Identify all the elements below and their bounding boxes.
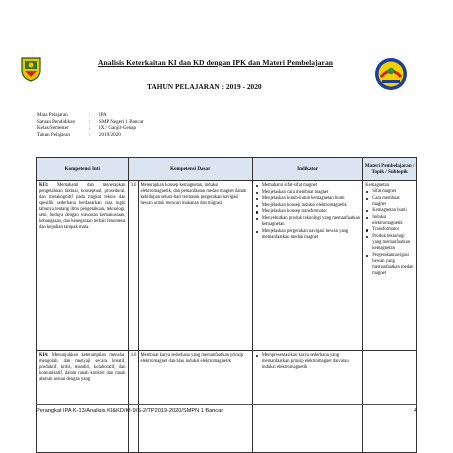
meta-label: Satuan Pendidikan (37, 118, 76, 125)
materi-title: Kemagnetan (365, 183, 389, 188)
meta-value: 2019/2020 (99, 131, 121, 138)
header-indikator: Indikator (253, 158, 363, 180)
materi-list (365, 189, 414, 277)
kd-number: 4.6 (129, 351, 139, 452)
list-item: Menyebutkan produk teknologi yang memanfaatkan kemagnetan (255, 216, 360, 228)
footer-divider (36, 404, 417, 405)
table-header-row (37, 158, 416, 181)
course-meta-block (37, 112, 144, 138)
ki-cell (37, 351, 129, 452)
kd-text: Membuat karya sederhana yang memanfaatkan prinsip elektromagnet dan/atau induksi elektromagnetik (139, 351, 253, 452)
ki-text: Memahami dan menerapkan pengetahuan faktual, konseptual, prosedural, dan metakognitif pada tingkat teknis dan spesifik sederhana berdasarkan rasa ingin tahunya tentang ilmu pengetahuan, teknologi, seni, budaya dengan wawasan kemanusiaan, kebangsaan, dan kenegaraan terkait fenomena dan kejadian tampak mata. (39, 183, 126, 230)
list-item: Menjelaskan pergerakan navigasi hewan yang memanfaatkan medan magnet (255, 229, 360, 241)
page-number: 4 (413, 408, 417, 414)
list-item: Cara membuat magnet (365, 196, 414, 208)
school-emblem-logo (373, 56, 409, 92)
list-item: Kemagnetan bumi (365, 208, 414, 214)
meta-label: Kelas/Semester (37, 125, 69, 132)
list-item: Memahami sifat-sifat magnet (255, 183, 360, 189)
meta-colon: : (89, 112, 91, 118)
list-item: Menjelaskan cara membuat magnet (255, 190, 360, 196)
header-materi: Materi Pembelajaran / Topik / Subtopik (364, 162, 415, 175)
meta-row-class-semester (37, 125, 144, 132)
kd-number: 3.6 (129, 181, 139, 350)
materi-cell (363, 181, 416, 350)
indikator-cell (253, 351, 363, 452)
meta-value: IPA (99, 112, 107, 118)
indikator-list (255, 353, 360, 371)
meta-row-school (37, 119, 144, 126)
meta-row-year (37, 132, 144, 139)
footer-document-code: Perangkat IPA K-13/Analisis KI&KD/KI-9/S-2/TP2019-2020/SMPN 1 Bancar (36, 408, 224, 414)
list-item: Menjelaskan kutub-kutub kemagnetan bumi (255, 196, 360, 202)
list-item: Transformator (365, 227, 414, 233)
table-row (37, 351, 416, 452)
meta-colon: : (89, 118, 91, 125)
list-item: Pergerakannavigasi hewan yang memanfaatkan medan magnet (365, 253, 414, 277)
indikator-cell (253, 181, 363, 350)
ki-code: KI4: (39, 353, 49, 358)
page-footer (36, 408, 417, 414)
academic-year-heading: TAHUN PELAJARAN : 2019 - 2020 (147, 82, 262, 91)
meta-label: Tahun Pelajaran (37, 131, 70, 138)
ki-code: KI3: (39, 183, 49, 188)
meta-colon: : (89, 125, 91, 132)
list-item: Mempresentasikan karya sederhana yang memanfaatkan prinsip elektromagnet dan/atau induksi elektromagnetik (255, 353, 360, 371)
list-item: Sifat magnet (365, 189, 414, 195)
ki-cell (37, 181, 129, 350)
list-item: Menjelaskan konsep induksi elektromagnetik (255, 203, 360, 209)
materi-cell (363, 351, 416, 452)
table-row (37, 181, 416, 351)
header-ki: Kompetensi Inti (37, 158, 129, 180)
indikator-list (255, 183, 360, 241)
document-title: Analisis Keterkaitan KI dan KD dengan IPK dan Materi Pembelajaran (98, 58, 334, 67)
header-kd: Kompetensi Dasar (129, 158, 253, 180)
list-item: Produk teknologi yang memanfaatkan kemagnetan (365, 234, 414, 252)
meta-row-subject (37, 112, 144, 119)
ki-text: Menunjukkan keterampilan menalar, mengolah, dan menyaji secara kreatif, produktif, kritis, mandiri, kolaboratif, dan komunikatif, dalam ranah konkret dan ranah abstrak sesuai dengan yang (39, 353, 126, 382)
meta-value: SMP Negeri 1 Bancar (99, 118, 144, 125)
meta-label: Mata Pelajaran (37, 112, 68, 118)
meta-colon: : (89, 131, 91, 138)
list-item: Menjelaskan konsep transformator (255, 209, 360, 215)
kd-text: Menerapkan konsep kemagnetan, induksi elektromagnetik, dan pemanfaatan medan magnet dalam kehidupan sehari-hari termasuk pergerakan/navigasi hewan untuk mencari makanan dan migrasi (139, 181, 253, 350)
regency-crest-logo (20, 56, 42, 82)
meta-value: IX / Ganjil-Genap (99, 125, 137, 132)
list-item: Induksi elektromagnetik (365, 215, 414, 227)
